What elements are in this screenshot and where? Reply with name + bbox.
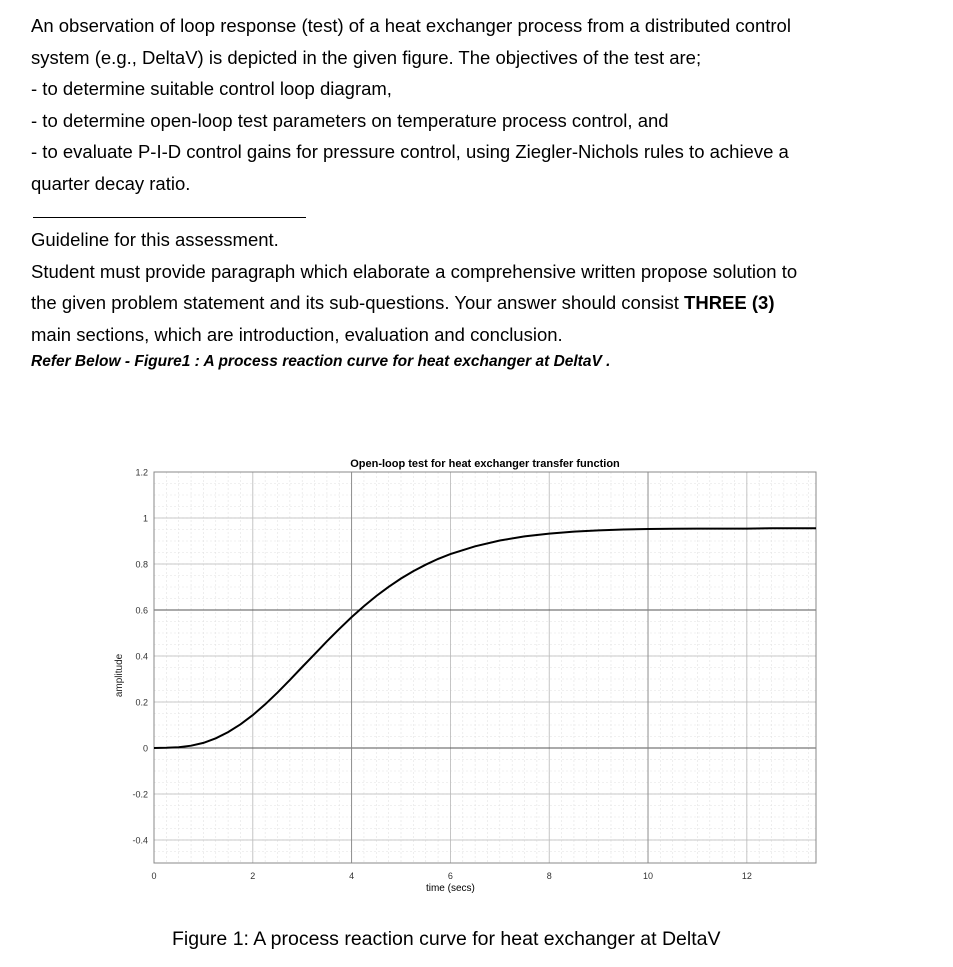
y-tick-label: -0.4 — [132, 835, 148, 846]
y-tick-label: 0.2 — [135, 697, 148, 708]
guideline-line: main sections, which are introduction, evaluation and conclusion. — [31, 323, 563, 345]
x-tick-label: 0 — [151, 871, 157, 881]
y-tick-label: -0.2 — [132, 789, 148, 800]
y-tick-label: 0.4 — [135, 651, 148, 662]
y-tick-label: 1 — [142, 513, 148, 524]
y-tick-label: 0.6 — [135, 605, 148, 616]
x-tick-label: 12 — [741, 871, 752, 881]
guideline-line: Student must provide paragraph which elaborate a comprehensive written propose solution to — [31, 260, 798, 282]
figure-caption: Figure 1: A process reaction curve for heat exchanger at DeltaV — [172, 928, 721, 950]
paragraph-line: system (e.g., DeltaV) is depicted in the given figure. The objectives of the test are; — [31, 46, 702, 68]
plot-frame — [154, 472, 816, 863]
y-tick-label: 1.2 — [135, 467, 148, 478]
paragraph-line: An observation of loop response (test) of a heat exchanger process from a distributed control — [31, 15, 791, 36]
chart-title: Open-loop test for heat exchanger transfer function — [350, 458, 620, 470]
paragraph-line: quarter decay ratio. — [31, 172, 191, 194]
x-tick-label: 4 — [349, 871, 355, 881]
paragraph-line: - to determine open-loop test parameters on temperature process control, and — [31, 109, 669, 131]
y-axis-label: amplitude — [114, 653, 125, 698]
paragraph-line: - to evaluate P-I-D control gains for pressure control, using Ziegler-Nichols rules to achieve a — [31, 141, 789, 162]
series-line — [154, 528, 816, 748]
x-tick-label: 8 — [546, 871, 552, 881]
paragraph-line: - to determine suitable control loop diagram, — [31, 78, 392, 99]
x-tick-label: 6 — [447, 871, 453, 881]
reaction-curve-chart — [0, 440, 953, 910]
x-tick-label: 10 — [643, 871, 654, 881]
x-tick-label: 2 — [250, 871, 256, 881]
guideline-line — [31, 287, 931, 319]
guideline-text: the given problem statement and its sub-questions. Your answer should consist — [31, 292, 685, 313]
problem-statement — [31, 10, 931, 373]
y-tick-label: 0 — [142, 743, 148, 754]
guideline-emphasis: THREE (3) — [684, 292, 775, 313]
y-tick-label: 0.8 — [135, 559, 148, 570]
divider — [33, 217, 306, 218]
refer-note: Refer Below - Figure1 : A process reaction curve for heat exchanger at DeltaV . — [31, 353, 611, 370]
x-axis-label: time (secs) — [425, 883, 475, 894]
guideline-heading: Guideline for this assessment. — [31, 229, 279, 250]
